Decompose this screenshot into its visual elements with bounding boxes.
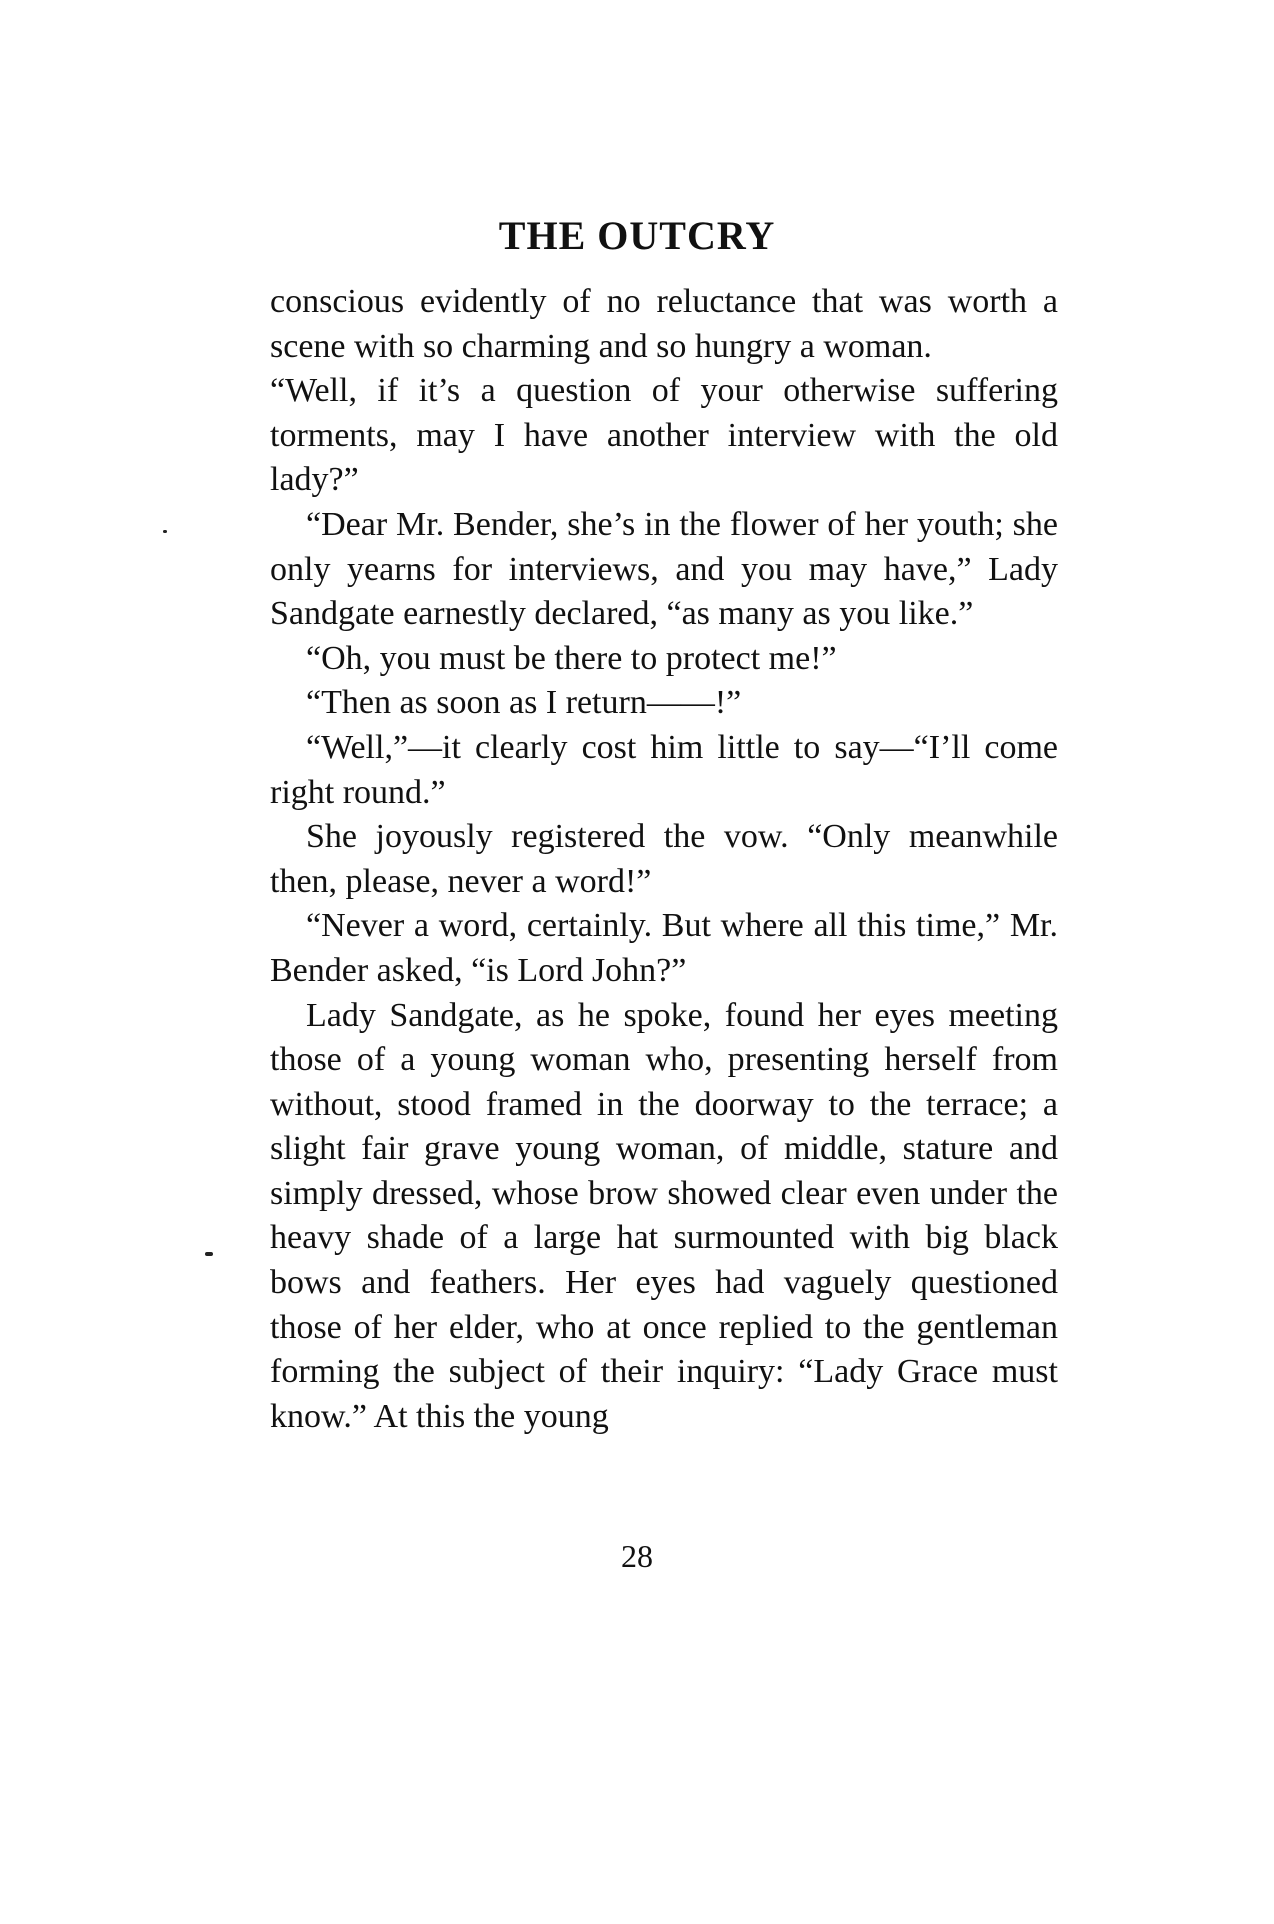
paragraph: “Dear Mr. Bender, she’s in the flower of her youth; she only yearns for interviews, and you may have,” Lady Sandgate earnestly declared, “as many as you like.”: [270, 505, 1058, 633]
running-head: THE OUTCRY: [498, 213, 776, 258]
body-text: [270, 280, 1058, 1439]
paragraph: “Well,”—it clearly cost him little to say—“I’ll come right round.”: [270, 728, 1058, 811]
paragraph: “Then as soon as I return——!”: [306, 684, 742, 722]
paragraph: conscious evidently of no reluctance that was worth a scene with so charming and so hungry a woman.: [270, 283, 1058, 365]
scan-speck: [163, 530, 167, 533]
page-number: 28: [621, 1538, 653, 1574]
paragraph: Lady Sandgate, as he spoke, found her eyes meeting those of a young woman who, presenting herself from without, stood framed in the doorway to the terrace; a slight fair grave young woman, of middle, stature and simply dressed, whose brow showed clear even under the heavy shade of a large hat surmounted with big black bows and feathers. Her eyes had vaguely questioned those of her elder, who at once replied to the gentleman forming the subject of their inquiry: “Lady Grace must know.” At this the young: [270, 996, 1058, 1435]
paragraph: “Never a word, certainly. But where all this time,” Mr. Bender asked, “is Lord John?”: [270, 907, 1058, 989]
scan-speck: [205, 1252, 213, 1256]
paragraph: “Oh, you must be there to protect me!”: [306, 639, 837, 677]
paragraph: “Well, if it’s a question of your otherwise suffering torments, may I have another interview with the old lady?”: [270, 372, 1058, 499]
paragraph: She joyously registered the vow. “Only meanwhile then, please, never a word!”: [270, 818, 1058, 900]
